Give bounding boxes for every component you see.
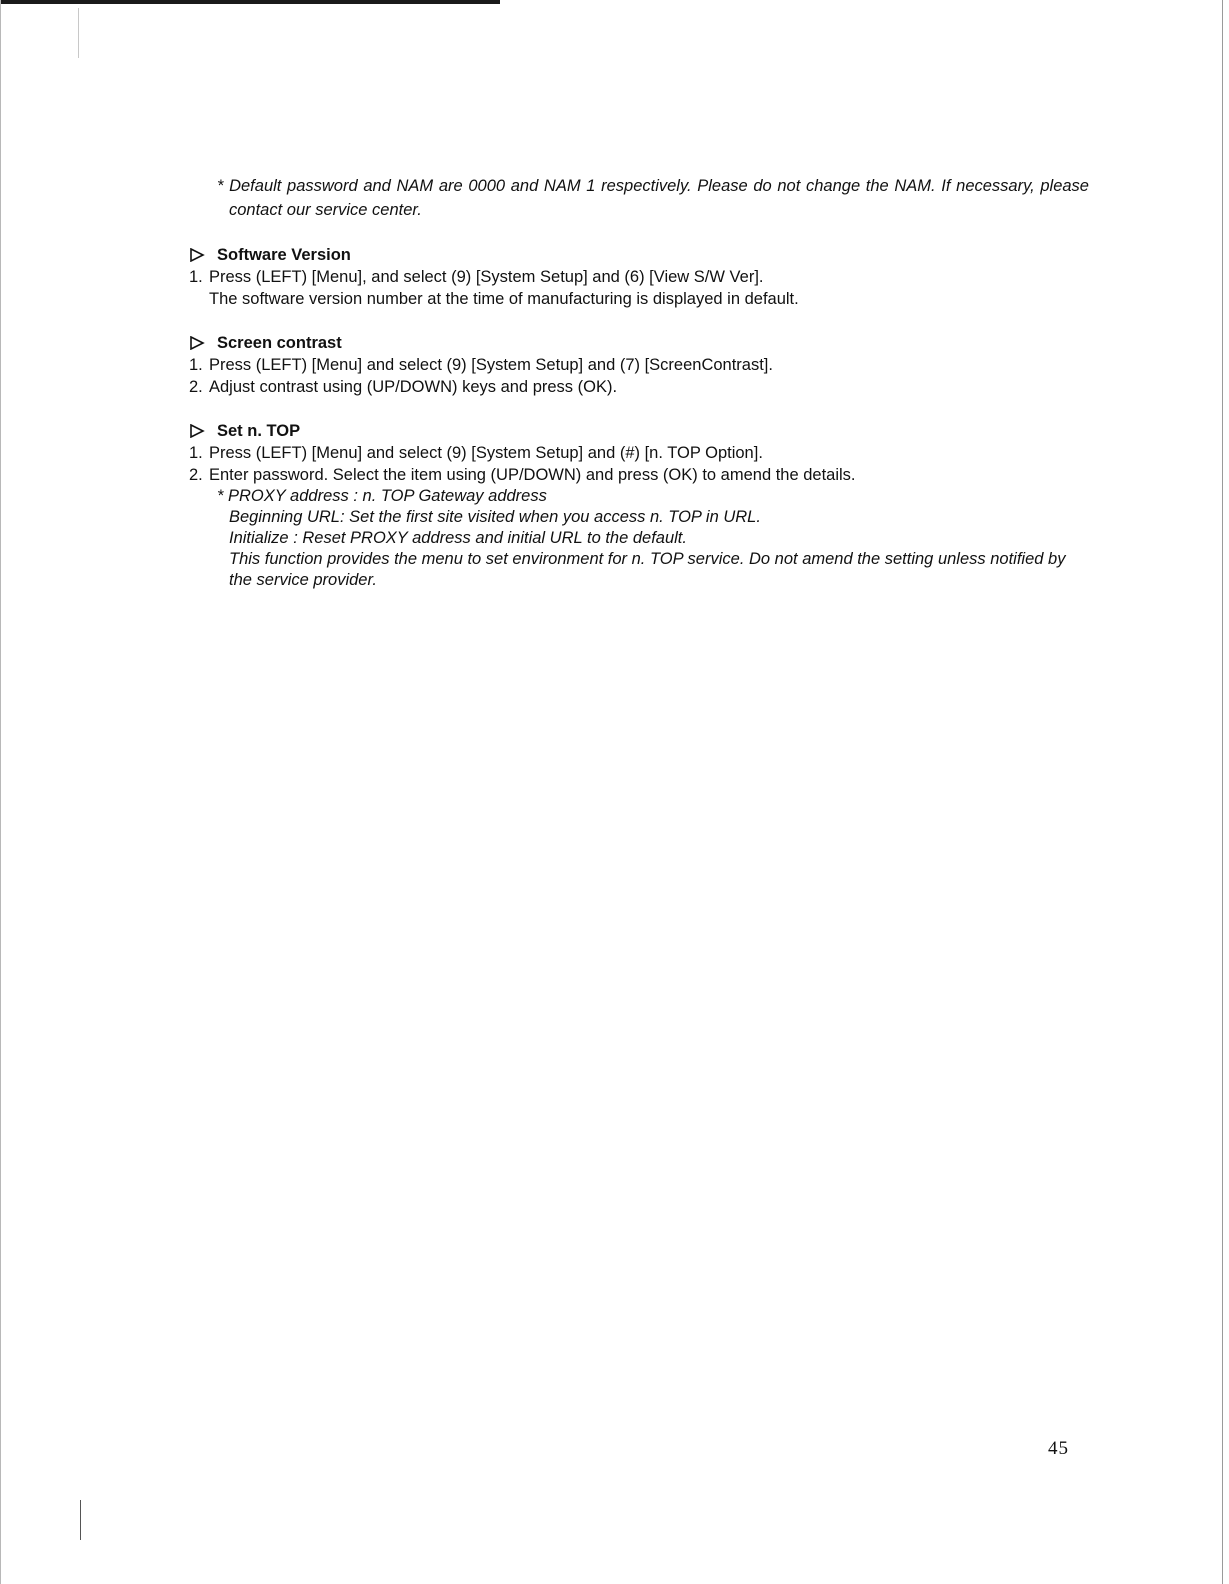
page-number: 45 bbox=[1048, 1438, 1069, 1459]
step-1-continuation: The software version number at the time of manufacturing is displayed in default. bbox=[209, 290, 799, 308]
step-2 bbox=[189, 464, 1089, 486]
triangle-outline-icon bbox=[189, 248, 205, 262]
top-rule bbox=[0, 0, 500, 4]
default-password-note: * Default password and NAM are 0000 and NAM 1 respectively. Please do not change the NAM. If necessary, please contact our service center. bbox=[217, 177, 1089, 219]
triangle-outline-icon bbox=[189, 336, 205, 350]
scan-right-edge bbox=[1222, 0, 1223, 1584]
step-1 bbox=[189, 354, 1089, 376]
ntop-notes bbox=[189, 486, 1089, 591]
step-number: 2. bbox=[189, 466, 203, 484]
function-note: This function provides the menu to set environment for n. TOP service. Do not amend the setting unless notified by the service provider. bbox=[229, 550, 1066, 589]
section-title: Set n. TOP bbox=[217, 422, 301, 440]
triangle-outline-icon bbox=[189, 424, 205, 438]
step-number: 1. bbox=[189, 268, 203, 286]
step-number: 1. bbox=[189, 356, 203, 374]
section-heading bbox=[189, 244, 1089, 266]
section-set-ntop bbox=[189, 420, 1089, 591]
beginning-url-note: Beginning URL: Set the first site visited when you access n. TOP in URL. bbox=[229, 508, 761, 526]
step-text: Press (LEFT) [Menu], and select (9) [System Setup] and (6) [View S/W Ver]. bbox=[209, 268, 764, 286]
step-1 bbox=[189, 266, 1089, 288]
section-heading bbox=[189, 420, 1089, 442]
section-title: Software Version bbox=[217, 246, 351, 264]
step-number: 1. bbox=[189, 444, 203, 462]
section-heading bbox=[189, 332, 1089, 354]
scan-left-edge bbox=[0, 0, 1, 1584]
scan-speck bbox=[80, 1500, 81, 1540]
section-software-version bbox=[189, 244, 1089, 310]
initialize-note: Initialize : Reset PROXY address and initial URL to the default. bbox=[229, 529, 687, 547]
step-text: Press (LEFT) [Menu] and select (9) [System Setup] and (#) [n. TOP Option]. bbox=[209, 444, 763, 462]
page-content bbox=[189, 174, 1089, 591]
step-text: Press (LEFT) [Menu] and select (9) [System Setup] and (7) [ScreenContrast]. bbox=[209, 356, 773, 374]
step-text: Adjust contrast using (UP/DOWN) keys and press (OK). bbox=[209, 378, 618, 396]
step-1 bbox=[189, 442, 1089, 464]
section-screen-contrast bbox=[189, 332, 1089, 398]
scan-speck bbox=[78, 8, 79, 58]
section-title: Screen contrast bbox=[217, 334, 342, 352]
step-text: Enter password. Select the item using (UP/DOWN) and press (OK) to amend the details. bbox=[209, 466, 856, 484]
step-number: 2. bbox=[189, 378, 203, 396]
step-2 bbox=[189, 376, 1089, 398]
proxy-note: * PROXY address : n. TOP Gateway address bbox=[217, 487, 547, 505]
